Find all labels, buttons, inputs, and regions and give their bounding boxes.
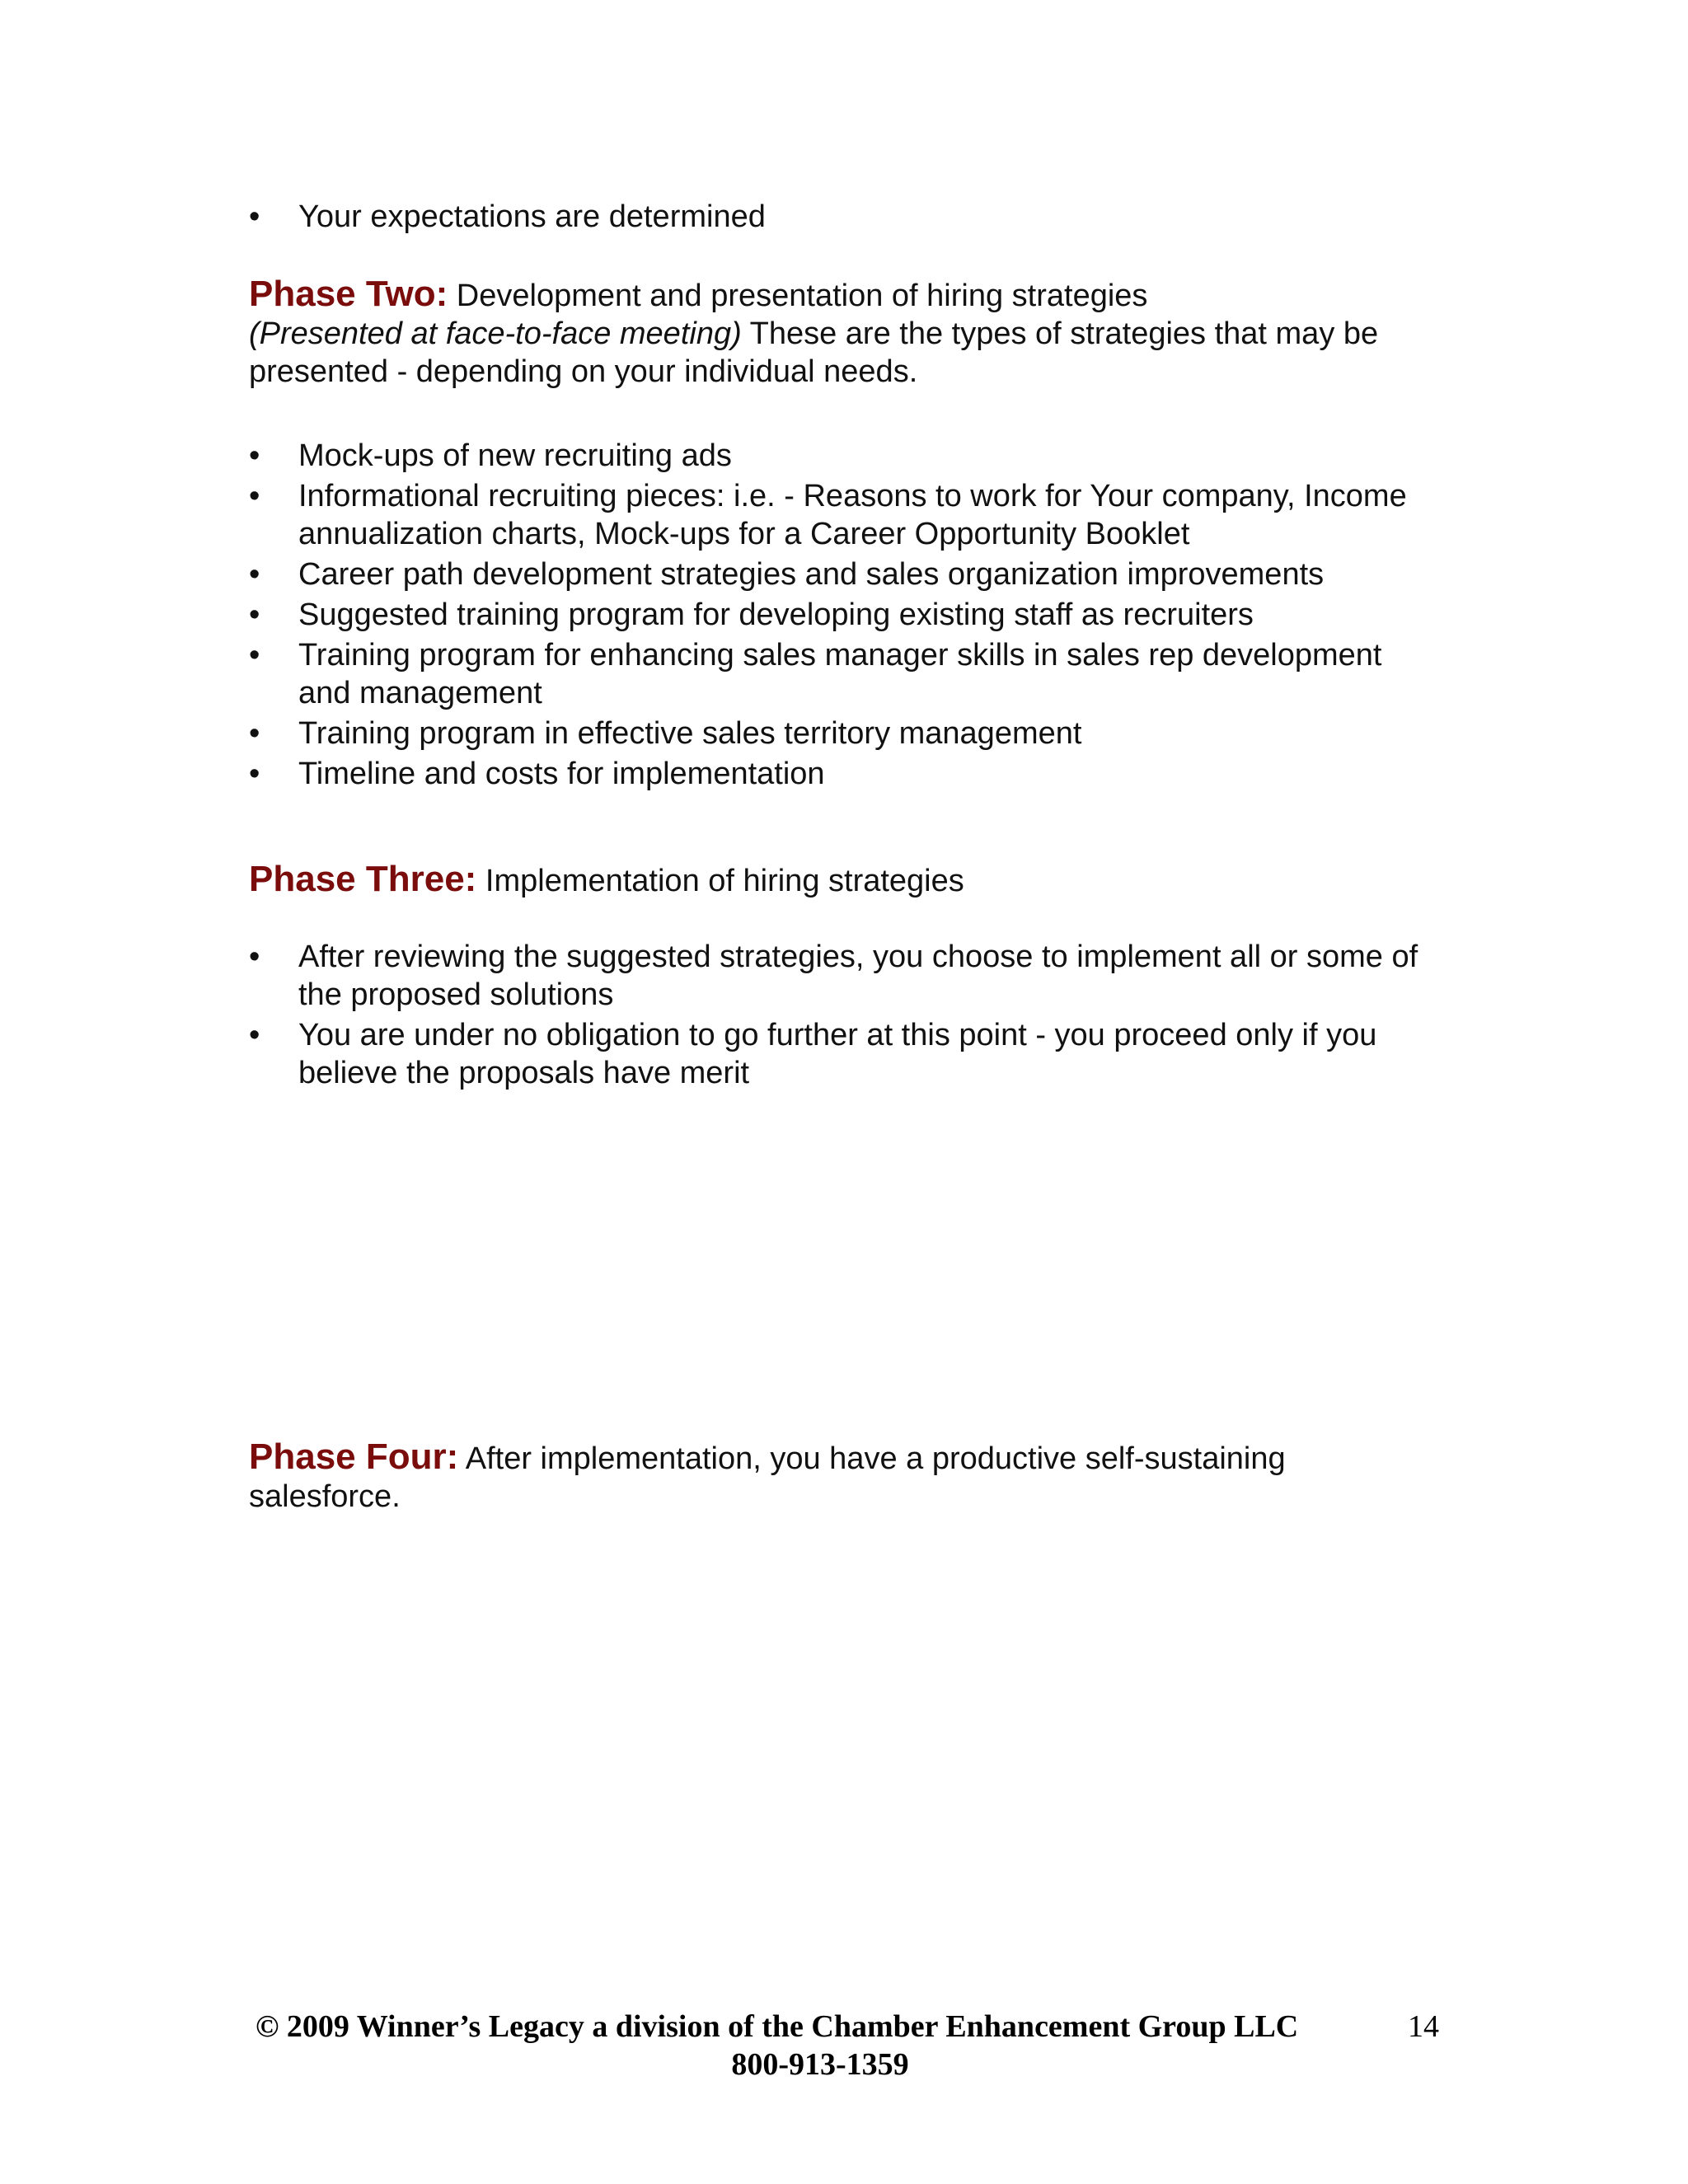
bullet-icon: • [249,757,260,791]
phase-four-text: After implementation, you have a productive self-sustaining salesforce. [249,1441,1286,1514]
list-item [249,555,1436,593]
bullet-icon: • [249,638,260,673]
list-item-text: Timeline and costs for implementation [298,757,825,791]
list-item [249,596,1436,634]
bullet-icon: • [249,199,260,234]
list-item [249,477,1436,553]
phase-four-label: Phase Four: [249,1436,459,1477]
bullet-icon: • [249,598,260,632]
phase-four-heading [249,1438,1436,1516]
phase-three-heading [249,860,1436,900]
bullet-icon: • [249,716,260,751]
list-item [249,198,1436,236]
bullet-icon: • [249,557,260,592]
intro-list [249,198,1436,236]
phase-two-italic-note: (Presented at face-to-face meeting) [249,316,742,351]
list-item-text: You are under no obligation to go further at this point - you proceed only if you believe the proposals have merit [298,1018,1377,1090]
list-item-text: Informational recruiting pieces: i.e. - Reasons to work for Your company, Income annualization charts, Mock-ups for a Career Opportunity Booklet [298,479,1407,551]
list-item-text: Training program for enhancing sales manager skills in sales rep development and management [298,638,1382,710]
list-item [249,715,1436,752]
bullet-icon: • [249,438,260,473]
list-item [249,636,1436,712]
page-number: 14 [1408,2009,1439,2044]
footer-copyright: © 2009 Winner’s Legacy a division of the Chamber Enhancement Group LLC [256,2009,1299,2044]
list-item-text: Career path development strategies and sales organization improvements [298,557,1325,592]
footer-phone: 800-913-1359 [731,2047,909,2082]
list-item-text: Training program in effective sales territory management [298,716,1082,751]
phase-three-text: Implementation of hiring strategies [476,864,964,898]
phase-two-label: Phase Two: [249,274,448,314]
list-item [249,1016,1436,1092]
phase-two-heading [249,275,1436,391]
list-item [249,938,1436,1014]
bullet-icon: • [249,940,260,974]
phase-two-description: These are the types of strategies that may be presented - depending on your individual needs. [249,316,1379,389]
list-item [249,437,1436,475]
phase-two-text: Development and presentation of hiring strategies [448,279,1148,313]
phase-two-list [249,437,1436,793]
bullet-icon: • [249,1018,260,1052]
list-item-text: Mock-ups of new recruiting ads [298,438,732,473]
list-item-text: Suggested training program for developing existing staff as recruiters [298,598,1254,632]
list-item [249,755,1436,793]
list-item-text: Your expectations are determined [298,199,766,234]
bullet-icon: • [249,479,260,513]
phase-three-list [249,938,1436,1092]
list-item-text: After reviewing the suggested strategies, you choose to implement all or some of the proposed solutions [298,940,1418,1012]
page-content [249,198,1436,1516]
phase-three-label: Phase Three: [249,859,477,899]
